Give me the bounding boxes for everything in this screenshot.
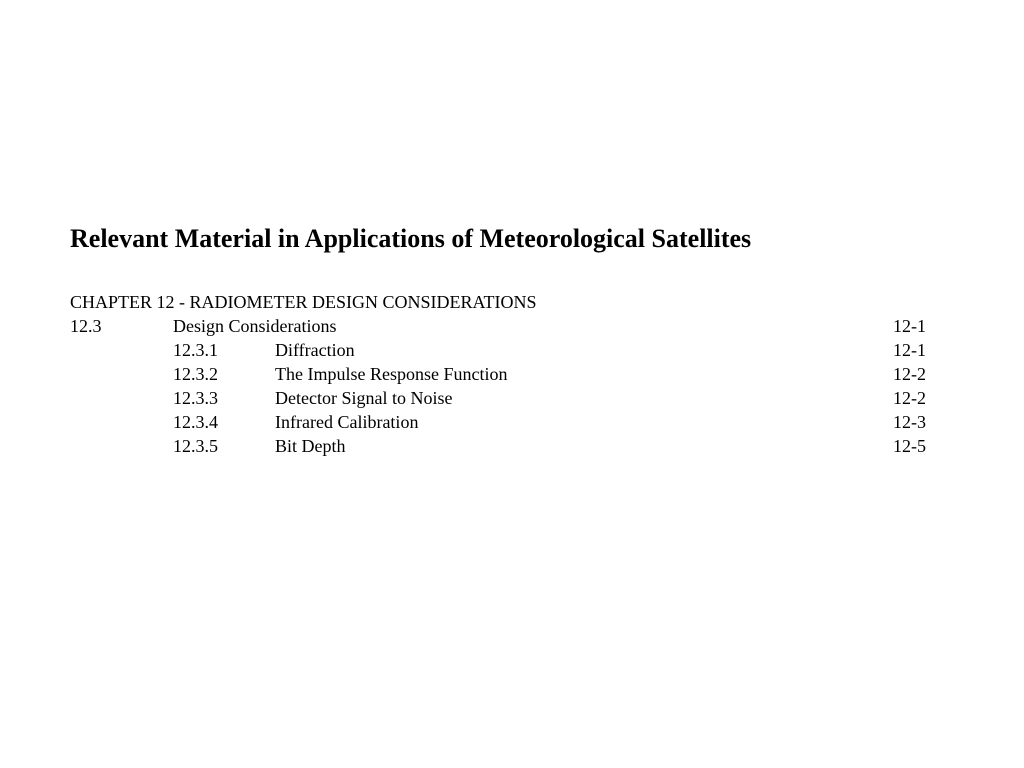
table-of-contents: [70, 314, 930, 458]
toc-entry-page: 12-5: [893, 436, 926, 456]
toc-entry-number: 12.3.4: [173, 412, 218, 432]
toc-entry-12-3-4: [70, 410, 930, 434]
page-title: Relevant Material in Applications of Meteorological Satellites: [70, 224, 752, 253]
toc-entry-12-3-2: [70, 362, 930, 386]
toc-entry-title: Bit Depth: [275, 436, 346, 456]
toc-entry-title: Infrared Calibration: [275, 412, 419, 432]
toc-entry-number: 12.3.1: [173, 340, 218, 360]
toc-entry-page: 12-2: [893, 388, 926, 408]
toc-entry-page: 12-2: [893, 364, 926, 384]
toc-entry-title: Design Considerations: [173, 316, 337, 336]
toc-entry-number: 12.3.3: [173, 388, 218, 408]
toc-entry-title: Detector Signal to Noise: [275, 388, 453, 408]
toc-entry-page: 12-1: [893, 316, 926, 336]
toc-entry-page: 12-3: [893, 412, 926, 432]
toc-entry-title: Diffraction: [275, 340, 355, 360]
toc-entry-title: The Impulse Response Function: [275, 364, 508, 384]
toc-entry-number: 12.3.5: [173, 436, 218, 456]
toc-entry-12-3-5: [70, 434, 930, 458]
toc-entry-12-3-3: [70, 386, 930, 410]
toc-entry-12-3-1: [70, 338, 930, 362]
toc-entry-number: 12.3.2: [173, 364, 218, 384]
chapter-heading: CHAPTER 12 - RADIOMETER DESIGN CONSIDERATIONS: [70, 292, 537, 312]
toc-entry-number: 12.3: [70, 316, 102, 336]
toc-entry-12-3: [70, 314, 930, 338]
toc-entry-page: 12-1: [893, 340, 926, 360]
